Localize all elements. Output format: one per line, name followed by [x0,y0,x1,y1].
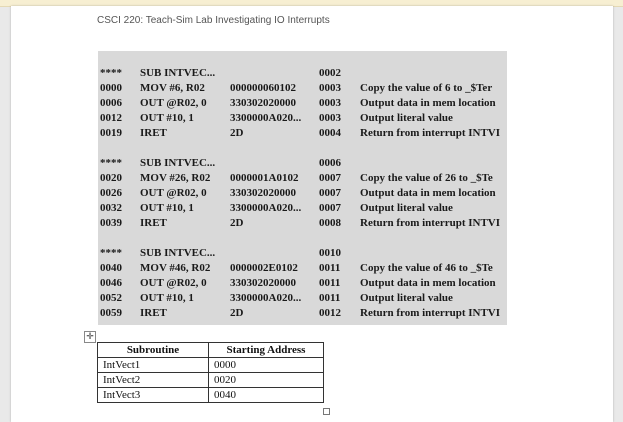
code-address: 0040 [100,262,122,274]
code-instruction: OUT @R02, 0 [140,277,207,289]
code-address: **** [100,157,122,169]
header-subroutine: Subroutine [98,343,209,358]
code-instruction: OUT #10, 1 [140,202,194,214]
code-line [98,276,507,291]
code-line-number: 0007 [319,172,341,184]
table-row [98,388,324,403]
table-header-row [98,343,324,358]
subroutine-table [97,342,324,403]
code-instruction: IRET [140,127,167,139]
code-line [98,201,507,216]
code-instruction: OUT @R02, 0 [140,187,207,199]
code-line [98,126,507,141]
code-address: 0039 [100,217,122,229]
code-instruction: IRET [140,307,167,319]
code-comment: Output literal value [360,112,453,124]
code-instruction: MOV #46, R02 [140,262,211,274]
code-line [98,171,507,186]
code-line [98,111,507,126]
table-cell[interactable]: IntVect3 [98,388,209,403]
code-line [98,216,507,231]
code-hex: 2D [230,217,244,229]
code-line-number: 0002 [319,67,341,79]
table-cell[interactable]: IntVect2 [98,373,209,388]
code-address: 0052 [100,292,122,304]
code-line [98,66,507,81]
code-comment: Output data in mem location [360,97,496,109]
code-hex: 0000001A0102 [230,172,299,184]
code-line-number: 0006 [319,157,341,169]
code-comment: Return from interrupt INTVI [360,127,501,139]
code-address: 0012 [100,112,122,124]
code-listing-image [98,51,507,325]
table-row [98,358,324,373]
table-cell[interactable]: 0000 [209,358,324,373]
code-instruction: SUB INTVEC... [140,247,216,259]
code-address: 0059 [100,307,122,319]
code-line-number: 0011 [319,277,341,289]
code-hex: 000000060102 [230,82,296,94]
table-row [98,373,324,388]
code-hex: 2D [230,307,244,319]
code-address: 0019 [100,127,122,139]
code-line-number: 0012 [319,307,341,319]
document-page [11,6,613,422]
code-address: 0026 [100,187,122,199]
code-instruction: IRET [140,217,167,229]
code-address: **** [100,67,122,79]
code-instruction: MOV #6, R02 [140,82,205,94]
code-line-number: 0008 [319,217,341,229]
code-line [98,81,507,96]
table-cell[interactable]: 0040 [209,388,324,403]
code-line-number: 0011 [319,292,341,304]
code-line [98,261,507,276]
code-comment: Return from interrupt INTVI [360,217,501,229]
code-comment: Output data in mem location [360,277,496,289]
table-cell[interactable]: 0020 [209,373,324,388]
code-comment: Copy the value of 6 to _$Ter [360,82,493,94]
code-comment: Return from interrupt INTVI [360,307,501,319]
code-hex: 0000002E0102 [230,262,298,274]
code-instruction: MOV #26, R02 [140,172,211,184]
code-line-number: 0003 [319,112,341,124]
code-line [98,306,507,321]
code-block-2 [98,156,507,231]
code-hex: 330302020000 [230,277,296,289]
code-comment: Copy the value of 46 to _$Te [360,262,493,274]
code-hex: 3300000A020... [230,202,302,214]
table-cell[interactable]: IntVect1 [98,358,209,373]
code-line-number: 0003 [319,97,341,109]
move-cross-icon[interactable]: ✛ [84,331,96,343]
code-line [98,186,507,201]
code-address: 0020 [100,172,122,184]
code-address: 0000 [100,82,122,94]
code-address: 0006 [100,97,122,109]
code-line-number: 0003 [319,82,341,94]
code-hex: 3300000A020... [230,292,302,304]
code-comment: Copy the value of 26 to _$Te [360,172,493,184]
code-line [98,291,507,306]
header-starting-address: Starting Address [209,343,324,358]
code-address: **** [100,247,122,259]
code-line-number: 0007 [319,202,341,214]
code-address: 0046 [100,277,122,289]
code-instruction: OUT #10, 1 [140,292,194,304]
code-instruction: SUB INTVEC... [140,157,216,169]
code-block-3 [98,246,507,321]
code-line-number: 0007 [319,187,341,199]
code-line [98,156,507,171]
code-instruction: SUB INTVEC... [140,67,216,79]
code-hex: 3300000A020... [230,112,302,124]
code-hex: 330302020000 [230,187,296,199]
code-line-number: 0010 [319,247,341,259]
code-address: 0032 [100,202,122,214]
code-comment: Output literal value [360,202,453,214]
code-line [98,246,507,261]
code-hex: 2D [230,127,244,139]
code-line-number: 0004 [319,127,341,139]
resize-handle-icon[interactable] [323,408,330,415]
code-comment: Output data in mem location [360,187,496,199]
code-instruction: OUT #10, 1 [140,112,194,124]
page-header: CSCI 220: Teach-Sim Lab Investigating IO Interrupts [97,15,330,26]
code-hex: 330302020000 [230,97,296,109]
code-instruction: OUT @R02, 0 [140,97,207,109]
code-line-number: 0011 [319,262,341,274]
code-comment: Output literal value [360,292,453,304]
code-line [98,96,507,111]
code-block-1 [98,66,507,141]
